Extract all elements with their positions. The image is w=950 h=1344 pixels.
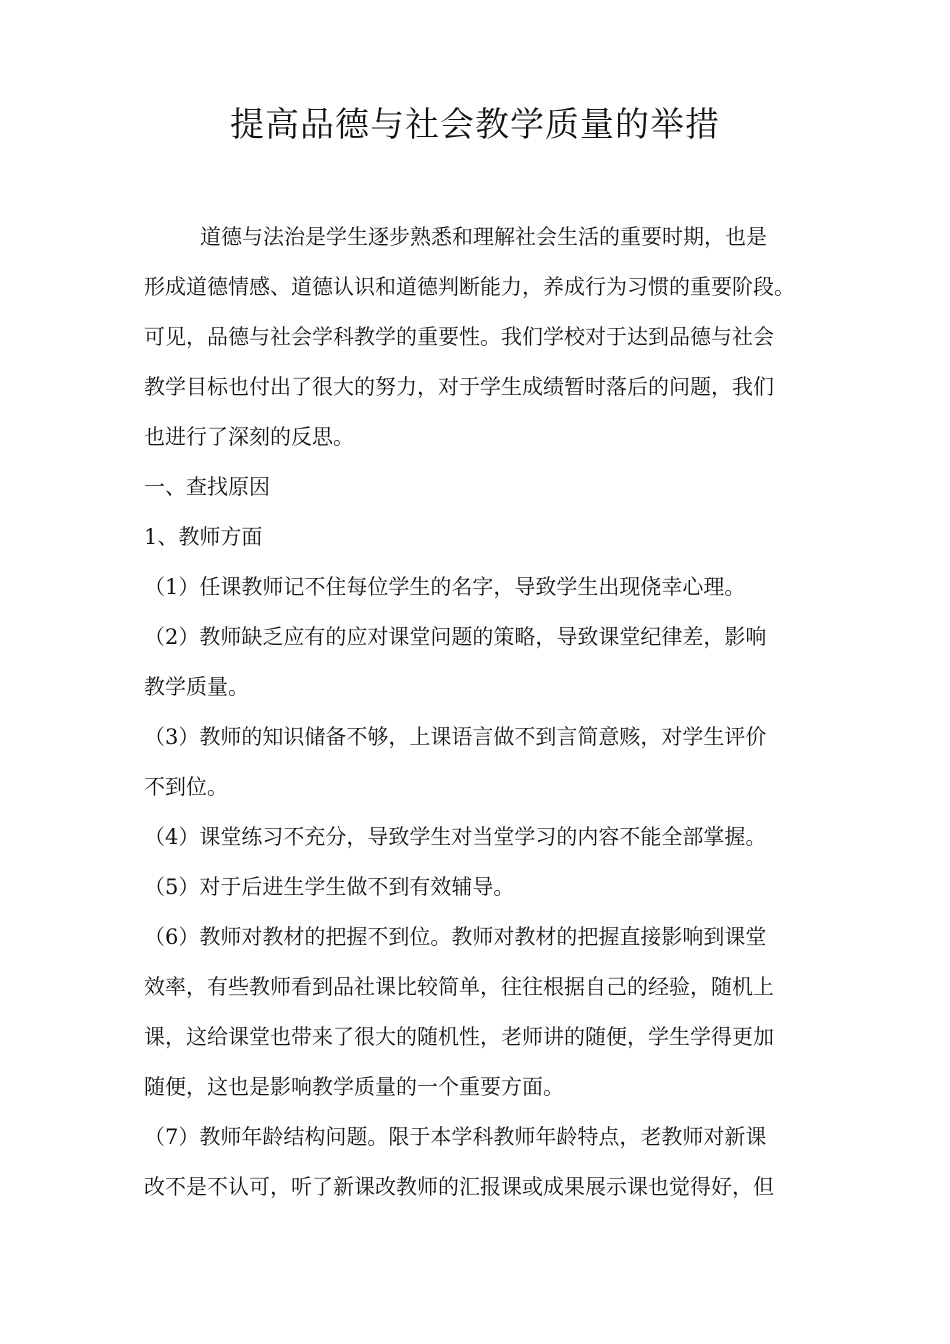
list-item-continuation: 改不是不认可，听了新课改教师的汇报课或成果展示课也觉得好，但 [144,1175,774,1199]
list-item: （6）教师对教材的把握不到位。教师对教材的把握直接影响到课堂 [144,925,767,949]
list-item: （3）教师的知识储备不够，上课语言做不到言简意赅，对学生评价 [144,725,767,749]
list-item-continuation: 教学质量。 [144,675,249,699]
paragraph-line: 道德与法治是学生逐步熟悉和理解社会生活的重要时期，也是 [200,225,767,249]
list-item-continuation: 效率，有些教师看到品社课比较简单，往往根据自己的经验，随机上 [144,975,774,999]
paragraph-line: 形成道德情感、道德认识和道德判断能力，养成行为习惯的重要阶段。 [144,275,795,299]
list-item-continuation: 课，这给课堂也带来了很大的随机性，老师讲的随便，学生学得更加 [144,1025,774,1049]
list-item: （1）任课教师记不住每位学生的名字，导致学生出现侥幸心理。 [144,575,746,599]
list-item: （5）对于后进生学生做不到有效辅导。 [144,875,515,899]
list-item: （2）教师缺乏应有的应对课堂问题的策略，导致课堂纪律差，影响 [144,625,767,649]
paragraph-line: 教学目标也付出了很大的努力，对于学生成绩暂时落后的问题，我们 [144,375,774,399]
document-title: 提高品德与社会教学质量的举措 [230,105,720,145]
paragraph-line: 也进行了深刻的反思。 [144,425,354,449]
subsection-heading: 1、教师方面 [144,525,263,549]
list-item-continuation: 随便，这也是影响教学质量的一个重要方面。 [144,1075,564,1099]
list-item-continuation: 不到位。 [144,775,228,799]
list-item: （7）教师年龄结构问题。限于本学科教师年龄特点，老教师对新课 [144,1125,767,1149]
section-heading: 一、查找原因 [144,475,270,499]
paragraph-line: 可见，品德与社会学科教学的重要性。我们学校对于达到品德与社会 [144,325,774,349]
list-item: （4）课堂练习不充分，导致学生对当堂学习的内容不能全部掌握。 [144,825,767,849]
